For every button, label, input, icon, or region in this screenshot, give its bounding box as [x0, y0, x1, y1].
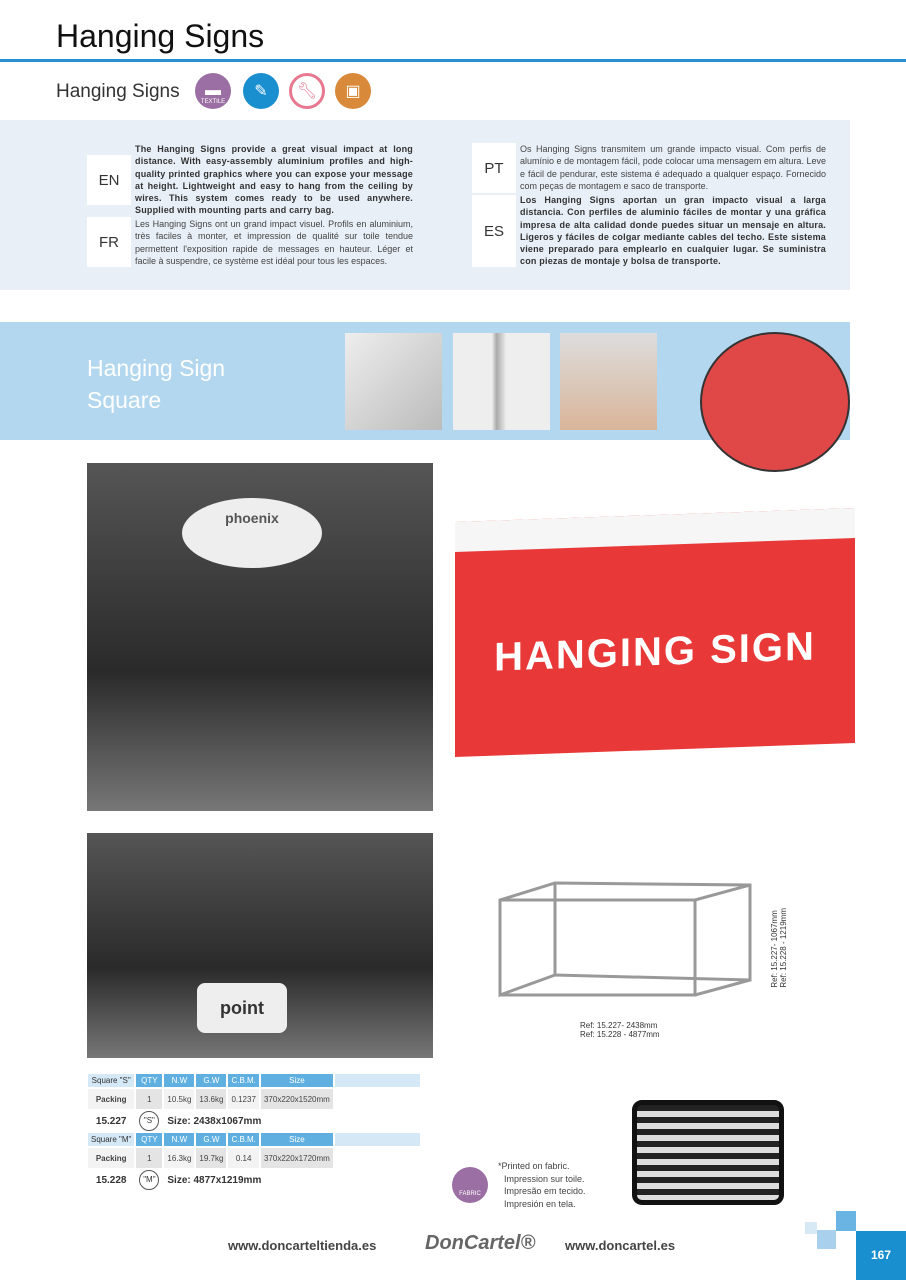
- lang-label-es: ES: [472, 195, 516, 267]
- decor-square: [836, 1211, 856, 1231]
- frame-diagram: [495, 875, 755, 1000]
- decor-square: [805, 1222, 817, 1234]
- description-pt: Os Hanging Signs transmitem um grande impacto visual. Com perfis de alumínio e de montagem fácil, pode colocar uma mensagem em altura. Leve e fácil de pendurar, este sistema é adequado a qualquer espaço. Fornecido com peças de montagem e saco de transporte.: [520, 144, 826, 191]
- detail-photo-assembly: [560, 333, 657, 430]
- logo: DonCartel®: [425, 1232, 536, 1254]
- decor-square: [817, 1230, 836, 1249]
- lang-label-en: EN: [87, 155, 131, 205]
- printer-icon: ▬ TEXTILE: [195, 73, 231, 109]
- photo-point-stand: point: [87, 833, 433, 1058]
- lang-label-fr: FR: [87, 217, 131, 267]
- spec-table: Square "S" QTY N.W G.W C.B.M. Size Packing 1 10.5kg 13.6kg 0.1237 370x220x1520mm 15.227 "S" Size: 2438x1067mm Square "M" QTY N.W G.W C.B.M. Size Packing 1 16.3kg 19.7kg 0.14 370x220x1720mm 15.228 "M" Size: 4877x1219mm: [86, 1072, 436, 1192]
- section-subtitle: Hanging Signs: [56, 81, 180, 102]
- hanging-sign-render: HANGING SIGN: [455, 508, 855, 757]
- page-number: 167: [856, 1231, 906, 1280]
- detail-photo-grip: [453, 333, 550, 430]
- feather-icon: ✎: [243, 73, 279, 109]
- zoom-detail-eyebolt: [700, 332, 850, 472]
- footer-link-shop[interactable]: www.doncarteltienda.es: [228, 1238, 377, 1253]
- lang-label-pt: PT: [472, 143, 516, 193]
- detail-photo-connector: [345, 333, 442, 430]
- divider: [0, 59, 906, 62]
- description-es: Los Hanging Signs aportan un gran impacto visual a larga distancia. Con perfiles de aluminio fáciles de montar y una gráfica impresa de alta calidad donde puedes situar un mensaje en altura. Ligeros y fáciles de colgar mediante cables del techo. Este sistema viene preparado para emplearlo en cualquier lugar. Se suministra con piezas de montaje y bolsa de transporte.: [520, 195, 826, 267]
- footer-link-site[interactable]: www.doncartel.es: [565, 1238, 676, 1253]
- description-en: The Hanging Signs provide a great visual impact at long distance. With easy-assembly aluminium profiles and high-quality printed graphics where you can expose your message at height. Lightweight and easy to hang from the ceiling by wires. This system comes ready to be used anywhere. Supplied with mounting parts and carry bag.: [135, 144, 413, 216]
- product-title: Hanging Sign Square: [87, 355, 226, 413]
- description-fr: Les Hanging Signs ont un grand impact visuel. Profils en aluminium, très faciles à monter, et impression de qualité sur toile tendue permettent l'exposition rapide de messages en hauteur. Léger et facile à suspendre, ce système est idéal pour tous les espaces.: [135, 219, 413, 266]
- photo-phoenix-stand: phoenix: [87, 463, 433, 811]
- fabric-note: *Printed on fabric. Impression sur toile. Impresão em tecido. Impresión en tela.: [498, 1161, 586, 1209]
- fabric-icon: FABRIC: [452, 1167, 488, 1203]
- carry-bag-photo: [632, 1100, 784, 1205]
- page-title: Hanging Signs: [56, 18, 265, 54]
- case-icon: ▣: [335, 73, 371, 109]
- wrench-icon: 🔧︎: [289, 73, 325, 109]
- height-refs: Ref: 15.227- 1067mm Ref: 15.228 - 1219mm: [770, 908, 788, 988]
- width-refs: Ref: 15.227- 2438mm Ref: 15.228 - 4877mm: [580, 1021, 660, 1039]
